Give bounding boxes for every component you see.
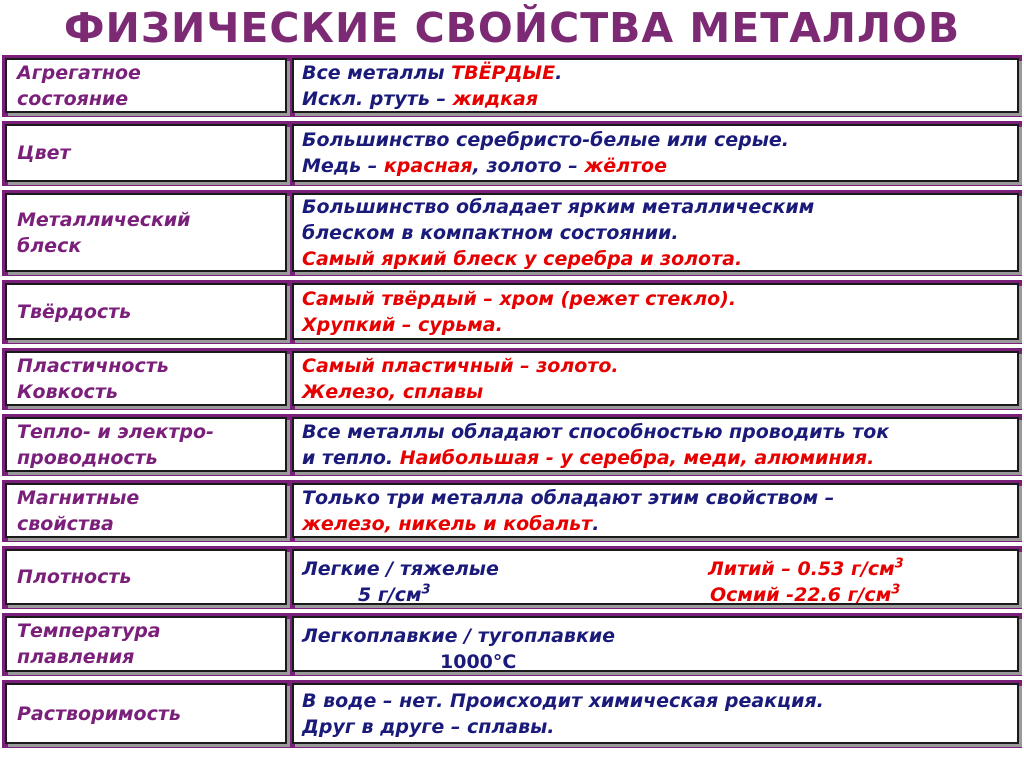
description-line xyxy=(302,220,679,246)
property-name-cell xyxy=(5,351,287,406)
density-value xyxy=(358,582,431,608)
table-row xyxy=(2,613,1022,676)
unit-superscript: 3 xyxy=(421,582,431,598)
property-label: Ковкость xyxy=(17,380,118,403)
plain-text: Медь – xyxy=(302,155,384,177)
property-label: состояние xyxy=(17,87,129,110)
property-label: свойства xyxy=(17,512,114,535)
highlight-text: красная xyxy=(383,155,473,177)
table-row xyxy=(2,680,1022,748)
plain-text: , золото – xyxy=(472,155,585,177)
property-description-cell xyxy=(292,417,1019,472)
unit-superscript: 3 xyxy=(894,556,904,572)
density-text: Легкие / тяжелые xyxy=(302,558,499,580)
description-line xyxy=(302,286,736,312)
property-name-cell xyxy=(5,549,287,605)
property-name-cell xyxy=(5,616,287,672)
property-name-cell xyxy=(5,417,287,472)
property-label: Тепло- и электро- xyxy=(17,420,214,443)
table-row xyxy=(2,546,1022,609)
property-label: Температура xyxy=(17,620,161,642)
property-label: Растворимость xyxy=(17,702,181,725)
highlight-text: Хрупкий – сурьма. xyxy=(302,313,503,336)
plain-text: Только три металла обладают этим свойством – xyxy=(302,486,835,509)
highlight-text: Самый пластичный – золото. xyxy=(302,354,619,377)
description-line xyxy=(302,379,483,405)
description-line xyxy=(302,485,834,511)
description-line xyxy=(302,127,789,153)
property-label: плавления xyxy=(17,646,135,668)
property-description-cell xyxy=(292,124,1019,182)
plain-text: . xyxy=(555,61,563,84)
description-line xyxy=(302,353,619,379)
property-label: Магнитные xyxy=(17,486,140,509)
property-label: блеск xyxy=(17,234,82,257)
property-label: Цвет xyxy=(17,142,71,164)
highlight-text: жёлтое xyxy=(584,155,667,177)
melting-text: 1000°С xyxy=(440,651,517,673)
property-label: Пластичность xyxy=(17,354,169,377)
description-line xyxy=(302,312,503,338)
table-row xyxy=(2,190,1022,276)
table-row xyxy=(2,280,1022,344)
description-line xyxy=(302,194,814,220)
highlight-text: Самый твёрдый – хром (режет стекло). xyxy=(302,287,737,310)
property-label: Плотность xyxy=(17,566,132,588)
table-row xyxy=(2,414,1022,476)
description-line xyxy=(302,511,599,537)
plain-text: Все металлы xyxy=(302,61,452,84)
property-description-cell xyxy=(292,193,1019,272)
density-text: Осмий -22.6 г/см xyxy=(710,584,892,606)
description-line xyxy=(302,445,874,471)
property-description-cell xyxy=(292,616,1019,672)
property-description-cell xyxy=(292,549,1019,605)
density-value xyxy=(302,556,499,582)
property-name-cell xyxy=(5,483,287,538)
table-row xyxy=(2,121,1022,186)
description-line xyxy=(302,60,562,86)
table-row xyxy=(2,55,1022,117)
highlight-text: ТВЁРДЫЕ xyxy=(451,61,556,84)
table-row xyxy=(2,480,1022,542)
description-line xyxy=(302,153,667,179)
property-name-cell xyxy=(5,58,287,113)
density-text: 5 г/см xyxy=(358,584,422,606)
plain-text: блеском в компактном состоянии. xyxy=(302,221,679,244)
description-line xyxy=(302,246,742,272)
plain-text: . xyxy=(592,512,600,535)
property-description-cell xyxy=(292,351,1019,406)
plain-text: Друг в друге – сплавы. xyxy=(302,715,555,738)
property-description-cell xyxy=(292,58,1019,113)
property-name-cell xyxy=(5,193,287,272)
plain-text: Большинство серебристо-белые или серые. xyxy=(302,129,790,151)
density-value xyxy=(708,556,904,582)
plain-text: и тепло. xyxy=(302,446,400,469)
description-line xyxy=(302,419,889,445)
property-label: Металлический xyxy=(17,208,191,231)
property-name-cell xyxy=(5,683,287,744)
property-description-cell xyxy=(292,683,1019,744)
plain-text: Искл. ртуть – xyxy=(302,87,453,110)
table-row xyxy=(2,348,1022,410)
highlight-text: Самый яркий блеск у серебра и золота. xyxy=(302,247,743,270)
page-title: ФИЗИЧЕСКИЕ СВОЙСТВА МЕТАЛЛОВ xyxy=(63,4,961,52)
property-label: проводность xyxy=(17,446,158,469)
melting-line xyxy=(302,623,615,649)
plain-text: Все металлы обладают способностью проводить ток xyxy=(302,420,890,443)
highlight-text: Железо, сплавы xyxy=(302,380,484,403)
description-line xyxy=(302,86,538,112)
property-description-cell xyxy=(292,483,1019,538)
description-line xyxy=(302,714,555,740)
plain-text: В воде – нет. Происходит химическая реакция. xyxy=(302,689,824,712)
plain-text: Большинство обладает ярким металлическим xyxy=(302,195,815,218)
property-label: Агрегатное xyxy=(17,61,141,84)
property-name-cell xyxy=(5,283,287,340)
melting-value xyxy=(440,649,516,675)
unit-superscript: 3 xyxy=(891,582,901,598)
highlight-text: жидкая xyxy=(452,87,539,110)
property-description-cell xyxy=(292,283,1019,340)
highlight-text: железо, никель и кобальт xyxy=(302,512,593,535)
property-label: Твёрдость xyxy=(17,300,132,323)
melting-text: Легкоплавкие / тугоплавкие xyxy=(302,625,616,647)
highlight-text: Наибольшая - у серебра, меди, алюминия. xyxy=(399,446,875,469)
density-text: Литий – 0.53 г/см xyxy=(708,558,895,580)
property-name-cell xyxy=(5,124,287,182)
density-value xyxy=(710,582,900,608)
description-line xyxy=(302,688,824,714)
